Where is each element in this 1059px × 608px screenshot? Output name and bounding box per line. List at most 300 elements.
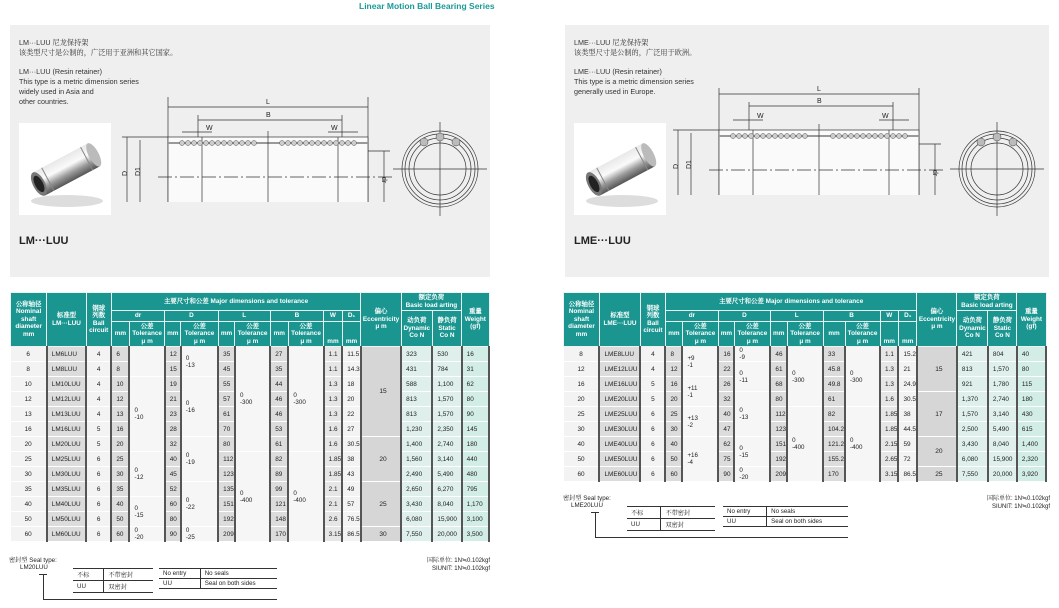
tolerance-cell: 0 -15 — [734, 437, 770, 467]
col-header-dr: dr — [111, 311, 164, 322]
shaft-diameter-cell: 40 — [564, 437, 600, 452]
L-mm-cell: 46 — [770, 347, 787, 362]
dr-mm-cell: 12 — [665, 362, 682, 377]
D-mm-cell: 60 — [165, 497, 181, 512]
col-header-major-dims: 主要尺寸和公差 Major dimensions and tolerance — [111, 293, 361, 311]
D1-mm-cell: 44.5 — [898, 422, 916, 437]
W-mm-cell: 2.1 — [324, 482, 343, 497]
col-header-B: B — [270, 311, 323, 322]
L-mm-cell: 192 — [218, 512, 235, 527]
dynamic-load-cell: 7,550 — [957, 467, 988, 482]
L-mm-cell: 68 — [770, 377, 787, 392]
section-drawing-icon — [673, 80, 943, 195]
B-mm-cell: 170 — [270, 527, 288, 542]
B-mm-cell: 61 — [823, 392, 845, 407]
col-header-weight: 重量 Weight (gf) — [462, 293, 489, 347]
L-mm-cell: 112 — [218, 452, 235, 467]
model-cell: LME16LUU — [599, 377, 640, 392]
ball-circuit-cell: 6 — [640, 452, 665, 467]
D1-mm-cell: 21 — [898, 362, 916, 377]
model-cell: LM16LUU — [47, 422, 86, 437]
col-header-W: W — [880, 311, 898, 322]
model-label: LM···LUU — [19, 235, 69, 247]
product-panel-lm — [10, 25, 490, 277]
W-mm-cell: 3.15 — [880, 467, 898, 482]
B-mm-cell: 82 — [823, 407, 845, 422]
dynamic-load-cell: 921 — [957, 377, 988, 392]
L-mm-cell: 151 — [218, 497, 235, 512]
weight-cell: 1,400 — [1017, 437, 1046, 452]
W-mm-cell: 1.3 — [324, 392, 343, 407]
static-load-cell: 6,270 — [432, 482, 461, 497]
L-mm-cell: 45 — [218, 362, 235, 377]
dim-label-W: W — [206, 125, 213, 132]
col-header-load: 额定负荷 Basic load arting — [957, 293, 1017, 311]
ball-circuit-cell: 5 — [86, 422, 111, 437]
model-cell: LME20LUU — [599, 392, 640, 407]
D-mm-cell: 90 — [165, 527, 181, 542]
D1-mm-cell: 76.5 — [342, 512, 361, 527]
spec-table-body — [564, 347, 1047, 482]
dim-label-D: D — [673, 163, 680, 169]
tolerance-cell: 0 -13 — [734, 392, 770, 437]
static-load-cell: 784 — [432, 362, 461, 377]
D1-mm-cell: 15.2 — [898, 347, 916, 362]
D-mm-cell: 32 — [718, 392, 734, 407]
col-header-mm: mm — [165, 321, 181, 347]
dr-mm-cell: 8 — [111, 362, 129, 377]
dr-mm-cell: 50 — [665, 452, 682, 467]
model-cell: LM6LUU — [47, 347, 86, 362]
model-cell: LME8LUU — [599, 347, 640, 362]
col-header-model: 标准型 LME···LUU — [599, 293, 640, 347]
dynamic-load-cell: 588 — [401, 377, 432, 392]
spec-table-lme — [563, 292, 1047, 482]
col-header-tolerance: 公差 Tolerance μ m — [129, 321, 164, 347]
intro-cn-desc: 该类型尺寸是公制的，广泛用于欧洲。 — [574, 48, 697, 57]
model-cell: LM40LUU — [47, 497, 86, 512]
static-load-cell: 3,140 — [988, 407, 1017, 422]
col-header-tolerance: 公差 Tolerance μ m — [181, 321, 218, 347]
static-load-cell: 15,900 — [988, 452, 1017, 467]
D1-mm-cell: 18 — [342, 377, 361, 392]
D-mm-cell: 26 — [718, 377, 734, 392]
static-load-cell: 1,100 — [432, 377, 461, 392]
weight-cell: 180 — [462, 437, 489, 452]
seal-type-label: 密封型 Seal type: — [9, 557, 57, 564]
dr-mm-cell: 30 — [665, 422, 682, 437]
shaft-diameter-cell: 20 — [564, 392, 600, 407]
static-load-cell: 15,900 — [432, 512, 461, 527]
tolerance-cell: 0 -10 — [129, 377, 164, 452]
intro-en-title: LME···LUU (Resin retainer) — [574, 67, 662, 76]
intro-cn-title: LM···LUU 尼龙保持架 — [19, 38, 89, 47]
tolerance-cell: 0 -400 — [235, 452, 270, 542]
D1-mm-cell: 57 — [342, 497, 361, 512]
B-mm-cell: 99 — [270, 482, 288, 497]
weight-cell: 3,920 — [1017, 467, 1046, 482]
col-header-D: D — [718, 311, 770, 322]
weight-cell: 615 — [1017, 422, 1046, 437]
shaft-diameter-cell: 30 — [11, 467, 47, 482]
model-cell: LME25LUU — [599, 407, 640, 422]
col-header-D1: D₁ — [898, 311, 916, 322]
D1-mm-cell: 43 — [342, 467, 361, 482]
B-mm-cell: 35 — [270, 362, 288, 377]
tolerance-cell: +9 -1 — [682, 347, 718, 377]
dr-mm-cell: 60 — [111, 527, 129, 542]
col-header-mm: mm — [111, 321, 129, 347]
col-header-dr: dr — [665, 311, 718, 322]
static-load-cell: 8,040 — [988, 437, 1017, 452]
col-header-tolerance: 公差 Tolerance μ m — [682, 321, 718, 347]
dr-mm-cell: 35 — [111, 482, 129, 497]
eccentricity-cell: 20 — [917, 437, 957, 467]
col-header-mm: mm — [823, 321, 845, 347]
static-load-cell: 804 — [988, 347, 1017, 362]
dim-label-L: L — [266, 99, 270, 106]
tolerance-cell: 0 -13 — [181, 347, 218, 377]
tolerance-cell: +13 -2 — [682, 407, 718, 437]
dim-label-W: W — [331, 125, 338, 132]
dr-mm-cell: 20 — [665, 392, 682, 407]
tolerance-cell: 0 -300 — [235, 347, 270, 452]
col-header-tolerance: 公差 Tolerance μ m — [235, 321, 270, 347]
L-mm-cell: 135 — [218, 482, 235, 497]
seal-table-cn: 不标 不带密封 UU 双密封 — [73, 568, 153, 593]
W-mm-cell: 1.3 — [324, 377, 343, 392]
eccentricity-cell: 30 — [361, 527, 401, 542]
ball-circuit-cell: 6 — [640, 467, 665, 482]
tolerance-cell: 0 -19 — [181, 437, 218, 482]
ball-circuit-cell: 6 — [640, 422, 665, 437]
weight-cell: 31 — [462, 362, 489, 377]
dr-mm-cell: 40 — [665, 437, 682, 452]
intro-en-title: LM···LUU (Resin retainer) — [19, 67, 103, 76]
weight-cell: 3,100 — [462, 512, 489, 527]
W-mm-cell: 1.6 — [880, 392, 898, 407]
static-load-cell: 1,780 — [988, 377, 1017, 392]
tolerance-cell — [129, 347, 164, 377]
seal-table-en: No entry No seals UU Seal on both sides — [159, 568, 277, 589]
static-load-cell: 2,350 — [432, 422, 461, 437]
intro-cn-desc: 该类型尺寸是公制的，广泛用于亚洲和其它国家。 — [19, 48, 178, 57]
B-mm-cell: 170 — [823, 467, 845, 482]
dim-label-L: L — [817, 86, 821, 93]
dim-label-dr: dr — [931, 170, 938, 177]
col-header-L: L — [770, 311, 823, 322]
dynamic-load-cell: 2,500 — [957, 422, 988, 437]
col-header-static: 静负荷 Static Co N — [988, 311, 1017, 347]
end-view-drawing-icon — [393, 122, 488, 217]
eccentricity-cell: 25 — [917, 467, 957, 482]
ball-circuit-cell: 6 — [86, 482, 111, 497]
D-mm-cell: 12 — [165, 347, 181, 362]
dynamic-load-cell: 6,080 — [957, 452, 988, 467]
L-mm-cell: 70 — [218, 422, 235, 437]
W-mm-cell: 1.6 — [324, 437, 343, 452]
dynamic-load-cell: 421 — [957, 347, 988, 362]
D1-mm-cell: 22 — [342, 407, 361, 422]
D-mm-cell: 21 — [165, 392, 181, 407]
W-mm-cell: 1.3 — [324, 407, 343, 422]
dr-mm-cell: 8 — [665, 347, 682, 362]
dynamic-load-cell: 3,430 — [957, 437, 988, 452]
weight-cell: 2,320 — [1017, 452, 1046, 467]
weight-cell: 430 — [1017, 407, 1046, 422]
tolerance-cell: 0 -300 — [845, 347, 880, 407]
L-mm-cell: 80 — [218, 437, 235, 452]
weight-cell: 115 — [1017, 377, 1046, 392]
static-load-cell: 5,490 — [988, 422, 1017, 437]
model-cell: LM8LUU — [47, 362, 86, 377]
dynamic-load-cell: 813 — [957, 362, 988, 377]
D-mm-cell: 32 — [165, 437, 181, 452]
col-header-B: B — [823, 311, 880, 322]
tolerance-cell: 0 -400 — [787, 407, 823, 482]
intro-en-line: This type is a metric dimension series — [574, 77, 694, 86]
B-mm-cell: 53 — [270, 422, 288, 437]
model-cell: LM12LUU — [47, 392, 86, 407]
B-mm-cell: 49.8 — [823, 377, 845, 392]
dynamic-load-cell: 1,400 — [401, 437, 432, 452]
dynamic-load-cell: 1,570 — [957, 407, 988, 422]
model-cell: LM10LUU — [47, 377, 86, 392]
col-header-dynamic: 动负荷 Dynamic Co N — [957, 311, 988, 347]
ball-circuit-cell: 4 — [640, 347, 665, 362]
weight-cell: 1,170 — [462, 497, 489, 512]
B-mm-cell: 46 — [270, 392, 288, 407]
D1-mm-cell: 72 — [898, 452, 916, 467]
L-mm-cell: 57 — [218, 392, 235, 407]
tolerance-cell: +16 -4 — [682, 437, 718, 482]
model-cell: LM30LUU — [47, 467, 86, 482]
B-mm-cell: 82 — [270, 452, 288, 467]
L-mm-cell: 151 — [770, 437, 787, 452]
col-header-mm: mm — [880, 321, 898, 347]
seal-type-code: LM20LUU — [20, 564, 48, 571]
dr-mm-cell: 50 — [111, 512, 129, 527]
L-mm-cell: 80 — [770, 392, 787, 407]
table-row — [564, 407, 1047, 422]
dim-label-B: B — [817, 98, 822, 105]
dim-label-B: B — [266, 112, 271, 119]
col-header-eccentricity: 偏心 Eccentricity μ m — [917, 293, 957, 347]
W-mm-cell: 1.6 — [324, 422, 343, 437]
D-mm-cell: 16 — [718, 347, 734, 362]
ball-circuit-cell: 4 — [86, 392, 111, 407]
dim-label-W: W — [757, 113, 764, 120]
ball-circuit-cell: 6 — [640, 407, 665, 422]
D1-mm-cell: 30.5 — [342, 437, 361, 452]
dim-label-W: W — [882, 113, 889, 120]
product-photo — [19, 123, 111, 215]
shaft-diameter-cell: 60 — [11, 527, 47, 542]
D1-mm-cell: 20 — [342, 392, 361, 407]
L-mm-cell: 61 — [770, 362, 787, 377]
model-cell: LME30LUU — [599, 422, 640, 437]
W-mm-cell: 1.85 — [324, 452, 343, 467]
dynamic-load-cell: 1,230 — [401, 422, 432, 437]
model-cell: LME40LUU — [599, 437, 640, 452]
intro-en-line: This type is a metric dimension series — [19, 77, 139, 86]
weight-cell: 80 — [1017, 362, 1046, 377]
B-mm-cell: 121.2 — [823, 437, 845, 452]
ball-circuit-cell: 6 — [86, 452, 111, 467]
ball-circuit-cell: 4 — [86, 377, 111, 392]
L-mm-cell: 209 — [218, 527, 235, 542]
model-cell: LME50LUU — [599, 452, 640, 467]
tolerance-cell: 0 -300 — [787, 347, 823, 407]
weight-cell: 180 — [1017, 392, 1046, 407]
B-mm-cell: 121 — [270, 497, 288, 512]
col-header-model: 标准型 LM···LUU — [47, 293, 86, 347]
ball-circuit-cell: 4 — [86, 347, 111, 362]
bearing-photo-icon — [574, 123, 666, 215]
shaft-diameter-cell: 8 — [11, 362, 47, 377]
D1-mm-cell: 30.5 — [898, 392, 916, 407]
col-header-tolerance: 公差 Tolerance μ m — [787, 321, 823, 347]
col-header-major-dims: 主要尺寸和公差 Major dimensions and tolerance — [665, 293, 916, 311]
static-load-cell: 1,570 — [432, 407, 461, 422]
D-mm-cell: 47 — [718, 422, 734, 437]
D1-mm-cell: 14.3 — [342, 362, 361, 377]
weight-cell: 80 — [462, 392, 489, 407]
D-mm-cell: 15 — [165, 362, 181, 377]
D-mm-cell: 75 — [718, 452, 734, 467]
dr-mm-cell: 12 — [111, 392, 129, 407]
tolerance-cell: 0 -400 — [288, 452, 323, 542]
intro-en-line: generally used in Europe. — [574, 87, 656, 96]
model-cell: LM13LUU — [47, 407, 86, 422]
tolerance-cell: 0 -400 — [845, 407, 880, 482]
W-mm-cell: 2.15 — [880, 437, 898, 452]
B-mm-cell: 44 — [270, 377, 288, 392]
col-header-W: W — [324, 311, 343, 322]
dr-mm-cell: 60 — [665, 467, 682, 482]
intro-en-line: widely used in Asia and — [19, 87, 94, 96]
seal-type-label: 密封型 Seal type: — [563, 495, 611, 502]
dr-mm-cell: 40 — [111, 497, 129, 512]
W-mm-cell: 1.3 — [880, 377, 898, 392]
model-cell: LM60LUU — [47, 527, 86, 542]
eccentricity-cell: 15 — [917, 347, 957, 392]
D-mm-cell: 40 — [165, 452, 181, 467]
seal-table-en: No entry No seals UU Seal on both sides — [723, 506, 848, 527]
ball-circuit-cell: 6 — [86, 467, 111, 482]
D-mm-cell: 90 — [718, 467, 734, 482]
model-cell: LM50LUU — [47, 512, 86, 527]
unit-note: 国际单位: 1N≒0.102kgf SIUNIT: 1N≒0.102kgf — [986, 496, 1050, 510]
table-row — [564, 347, 1047, 362]
shaft-diameter-cell: 16 — [564, 377, 600, 392]
D-mm-cell: 40 — [718, 407, 734, 422]
product-panel-lme — [565, 25, 1049, 277]
shaft-diameter-cell: 25 — [564, 407, 600, 422]
col-header-static: 静负荷 Static Co N — [432, 311, 461, 347]
dynamic-load-cell: 2,650 — [401, 482, 432, 497]
L-mm-cell: 61 — [218, 407, 235, 422]
shaft-diameter-cell: 25 — [11, 452, 47, 467]
col-header-eccentricity: 偏心 Eccentricity μ m — [361, 293, 401, 347]
D-mm-cell: 62 — [718, 437, 734, 452]
col-header-tolerance: 公差 Tolerance μ m — [845, 321, 880, 347]
B-mm-cell: 148 — [270, 512, 288, 527]
shaft-diameter-cell: 16 — [11, 422, 47, 437]
W-mm-cell: 1.1 — [324, 362, 343, 377]
shaft-diameter-cell: 50 — [564, 452, 600, 467]
col-header-weight: 重量 Weight (gf) — [1017, 293, 1046, 347]
dr-mm-cell: 6 — [111, 347, 129, 362]
L-mm-cell: 192 — [770, 452, 787, 467]
dr-mm-cell: 30 — [111, 467, 129, 482]
static-load-cell: 3,140 — [432, 452, 461, 467]
col-header-L: L — [218, 311, 270, 322]
tolerance-cell: 0 -11 — [734, 362, 770, 392]
seal-type-code: LME20LUU — [571, 502, 603, 509]
dim-label-D: D — [122, 170, 129, 176]
bearing-photo-icon — [19, 123, 111, 215]
W-mm-cell: 2.1 — [324, 497, 343, 512]
static-load-cell: 20,000 — [432, 527, 461, 542]
series-title: Linear Motion Ball Bearing Series — [359, 1, 495, 11]
D-mm-cell: 80 — [165, 512, 181, 527]
dynamic-load-cell: 3,430 — [401, 497, 432, 512]
weight-cell: 62 — [462, 377, 489, 392]
W-mm-cell: 2.65 — [880, 452, 898, 467]
tolerance-cell: +11 -1 — [682, 377, 718, 407]
B-mm-cell: 33 — [823, 347, 845, 362]
dynamic-load-cell: 431 — [401, 362, 432, 377]
D-mm-cell: 45 — [165, 467, 181, 482]
shaft-diameter-cell: 10 — [11, 377, 47, 392]
D1-mm-cell: 27 — [342, 422, 361, 437]
L-mm-cell: 35 — [218, 347, 235, 362]
W-mm-cell: 1.85 — [880, 422, 898, 437]
dim-label-dr: dr — [380, 177, 387, 184]
dynamic-load-cell: 813 — [401, 407, 432, 422]
W-mm-cell: 1.3 — [880, 362, 898, 377]
col-header-mm: mm — [665, 321, 682, 347]
ball-circuit-cell: 5 — [86, 437, 111, 452]
weight-cell: 795 — [462, 482, 489, 497]
spec-table-body — [11, 347, 490, 542]
static-load-cell: 530 — [432, 347, 461, 362]
weight-cell: 440 — [462, 452, 489, 467]
D1-mm-cell: 11.5 — [342, 347, 361, 362]
D1-mm-cell: 38 — [898, 407, 916, 422]
W-mm-cell: 1.85 — [880, 407, 898, 422]
dr-mm-cell: 10 — [111, 377, 129, 392]
weight-cell: 16 — [462, 347, 489, 362]
intro-en-line: other countries. — [19, 97, 69, 106]
ball-circuit-cell: 6 — [86, 497, 111, 512]
col-header-mm: mm — [718, 321, 734, 347]
ball-circuit-cell: 6 — [86, 512, 111, 527]
B-mm-cell: 27 — [270, 347, 288, 362]
col-header-tolerance: 公差 Tolerance μ m — [734, 321, 770, 347]
static-load-cell: 8,040 — [432, 497, 461, 512]
shaft-diameter-cell: 20 — [11, 437, 47, 452]
weight-cell: 40 — [1017, 347, 1046, 362]
tolerance-cell: 0 -15 — [129, 497, 164, 527]
tolerance-cell: 0 -20 — [734, 467, 770, 482]
eccentricity-cell: 15 — [361, 347, 401, 437]
col-header-ball-circuit: 钢球 列数 Ball circuit — [640, 293, 665, 347]
D1-mm-cell: 38 — [342, 452, 361, 467]
dynamic-load-cell: 6,080 — [401, 512, 432, 527]
ball-circuit-cell: 4 — [86, 407, 111, 422]
